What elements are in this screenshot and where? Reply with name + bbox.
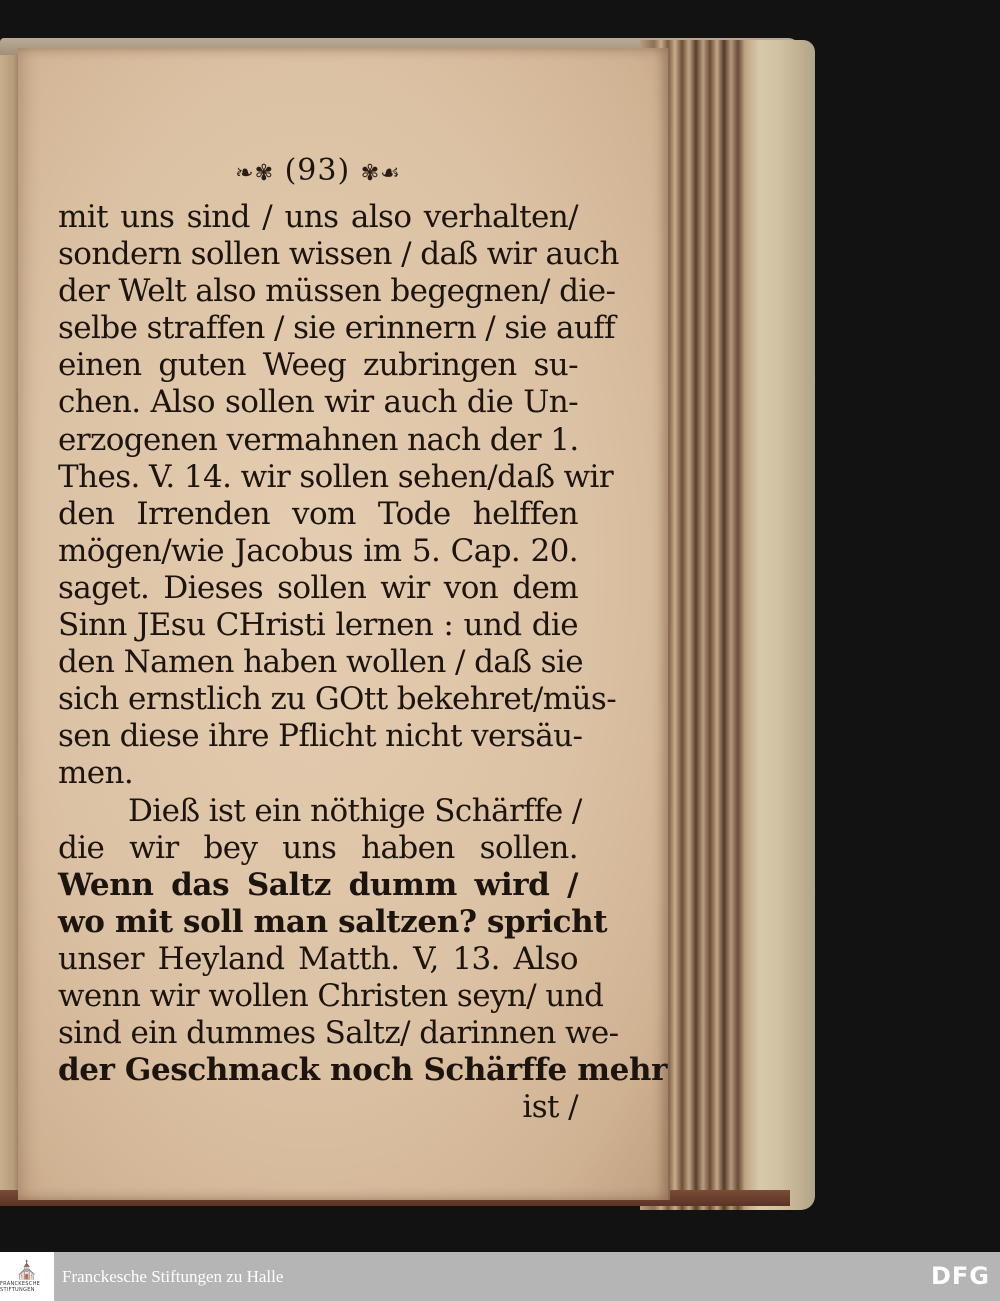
text-line: sind ein dummes Saltz/ darinnen we-	[58, 1015, 619, 1052]
viewer-footer	[0, 1252, 1000, 1301]
text-line: selbe straffen / sie erinnern / sie auff	[58, 310, 616, 347]
text-line: unser Heyland Matth. V, 13. Also	[58, 940, 578, 977]
text-line: Sinn JEsu CHristi lernen : und die	[58, 607, 578, 644]
dfg-logo[interactable]: DFG	[930, 1262, 990, 1290]
text-line: sich ernstlich zu GOtt bekehret/müs-	[58, 681, 617, 718]
text-line: saget. Dieses sollen wir von dem	[58, 569, 578, 606]
text-line: mit uns sind / uns also verhalten/	[58, 199, 578, 235]
book-page	[18, 48, 670, 1200]
text-line: die wir bey uns haben sollen.	[58, 829, 578, 866]
text-line: Wenn das Saltz dumm wird /	[58, 866, 578, 903]
institution-name[interactable]: Franckesche Stiftungen zu Halle	[62, 1266, 284, 1286]
text-line: den Irrenden vom Tode helffen	[58, 495, 578, 532]
page-header	[58, 148, 578, 197]
right-ornament-icon: ✾☙	[360, 161, 401, 186]
text-line: erzogenen vermahnen nach der 1.	[58, 421, 579, 458]
text-line: chen. Also sollen wir auch die Un-	[58, 384, 578, 421]
text-line: sen diese ihre Pflicht nicht versäu-	[58, 718, 583, 755]
text-line: wo mit soll man saltzen? spricht	[58, 903, 608, 940]
text-line: sondern sollen wissen / daß wir auch	[58, 236, 619, 273]
text-line: Thes. V. 14. wir sollen sehen/daß wir	[58, 458, 614, 495]
catchword: ist /	[522, 1089, 578, 1126]
text-line: einen guten Weeg zubringen su-	[58, 347, 578, 384]
text-line: wenn wir wollen Christen seyn/ und	[58, 977, 604, 1014]
text-line: den Namen haben wollen / daß sie	[58, 644, 583, 681]
text-line: der Welt also müssen begegnen/ die-	[58, 273, 616, 310]
logo-text: FRANCKESCHE STIFTUNGEN	[0, 1280, 41, 1293]
institution-logo[interactable]	[0, 1252, 54, 1301]
text-line: der Geschmack noch Schärffe mehr	[58, 1052, 668, 1089]
text-line: Dieß ist ein nöthige Schärffe /	[128, 792, 582, 829]
text-line: mögen/wie Jacobus im 5. Cap. 20.	[58, 532, 578, 569]
text-line: men.	[58, 755, 134, 792]
page-text-block	[58, 148, 668, 1126]
left-ornament-icon: ❧✾	[235, 161, 275, 186]
page-number: (93)	[284, 153, 351, 188]
institution-emblem-icon: ⛪	[15, 1259, 39, 1281]
